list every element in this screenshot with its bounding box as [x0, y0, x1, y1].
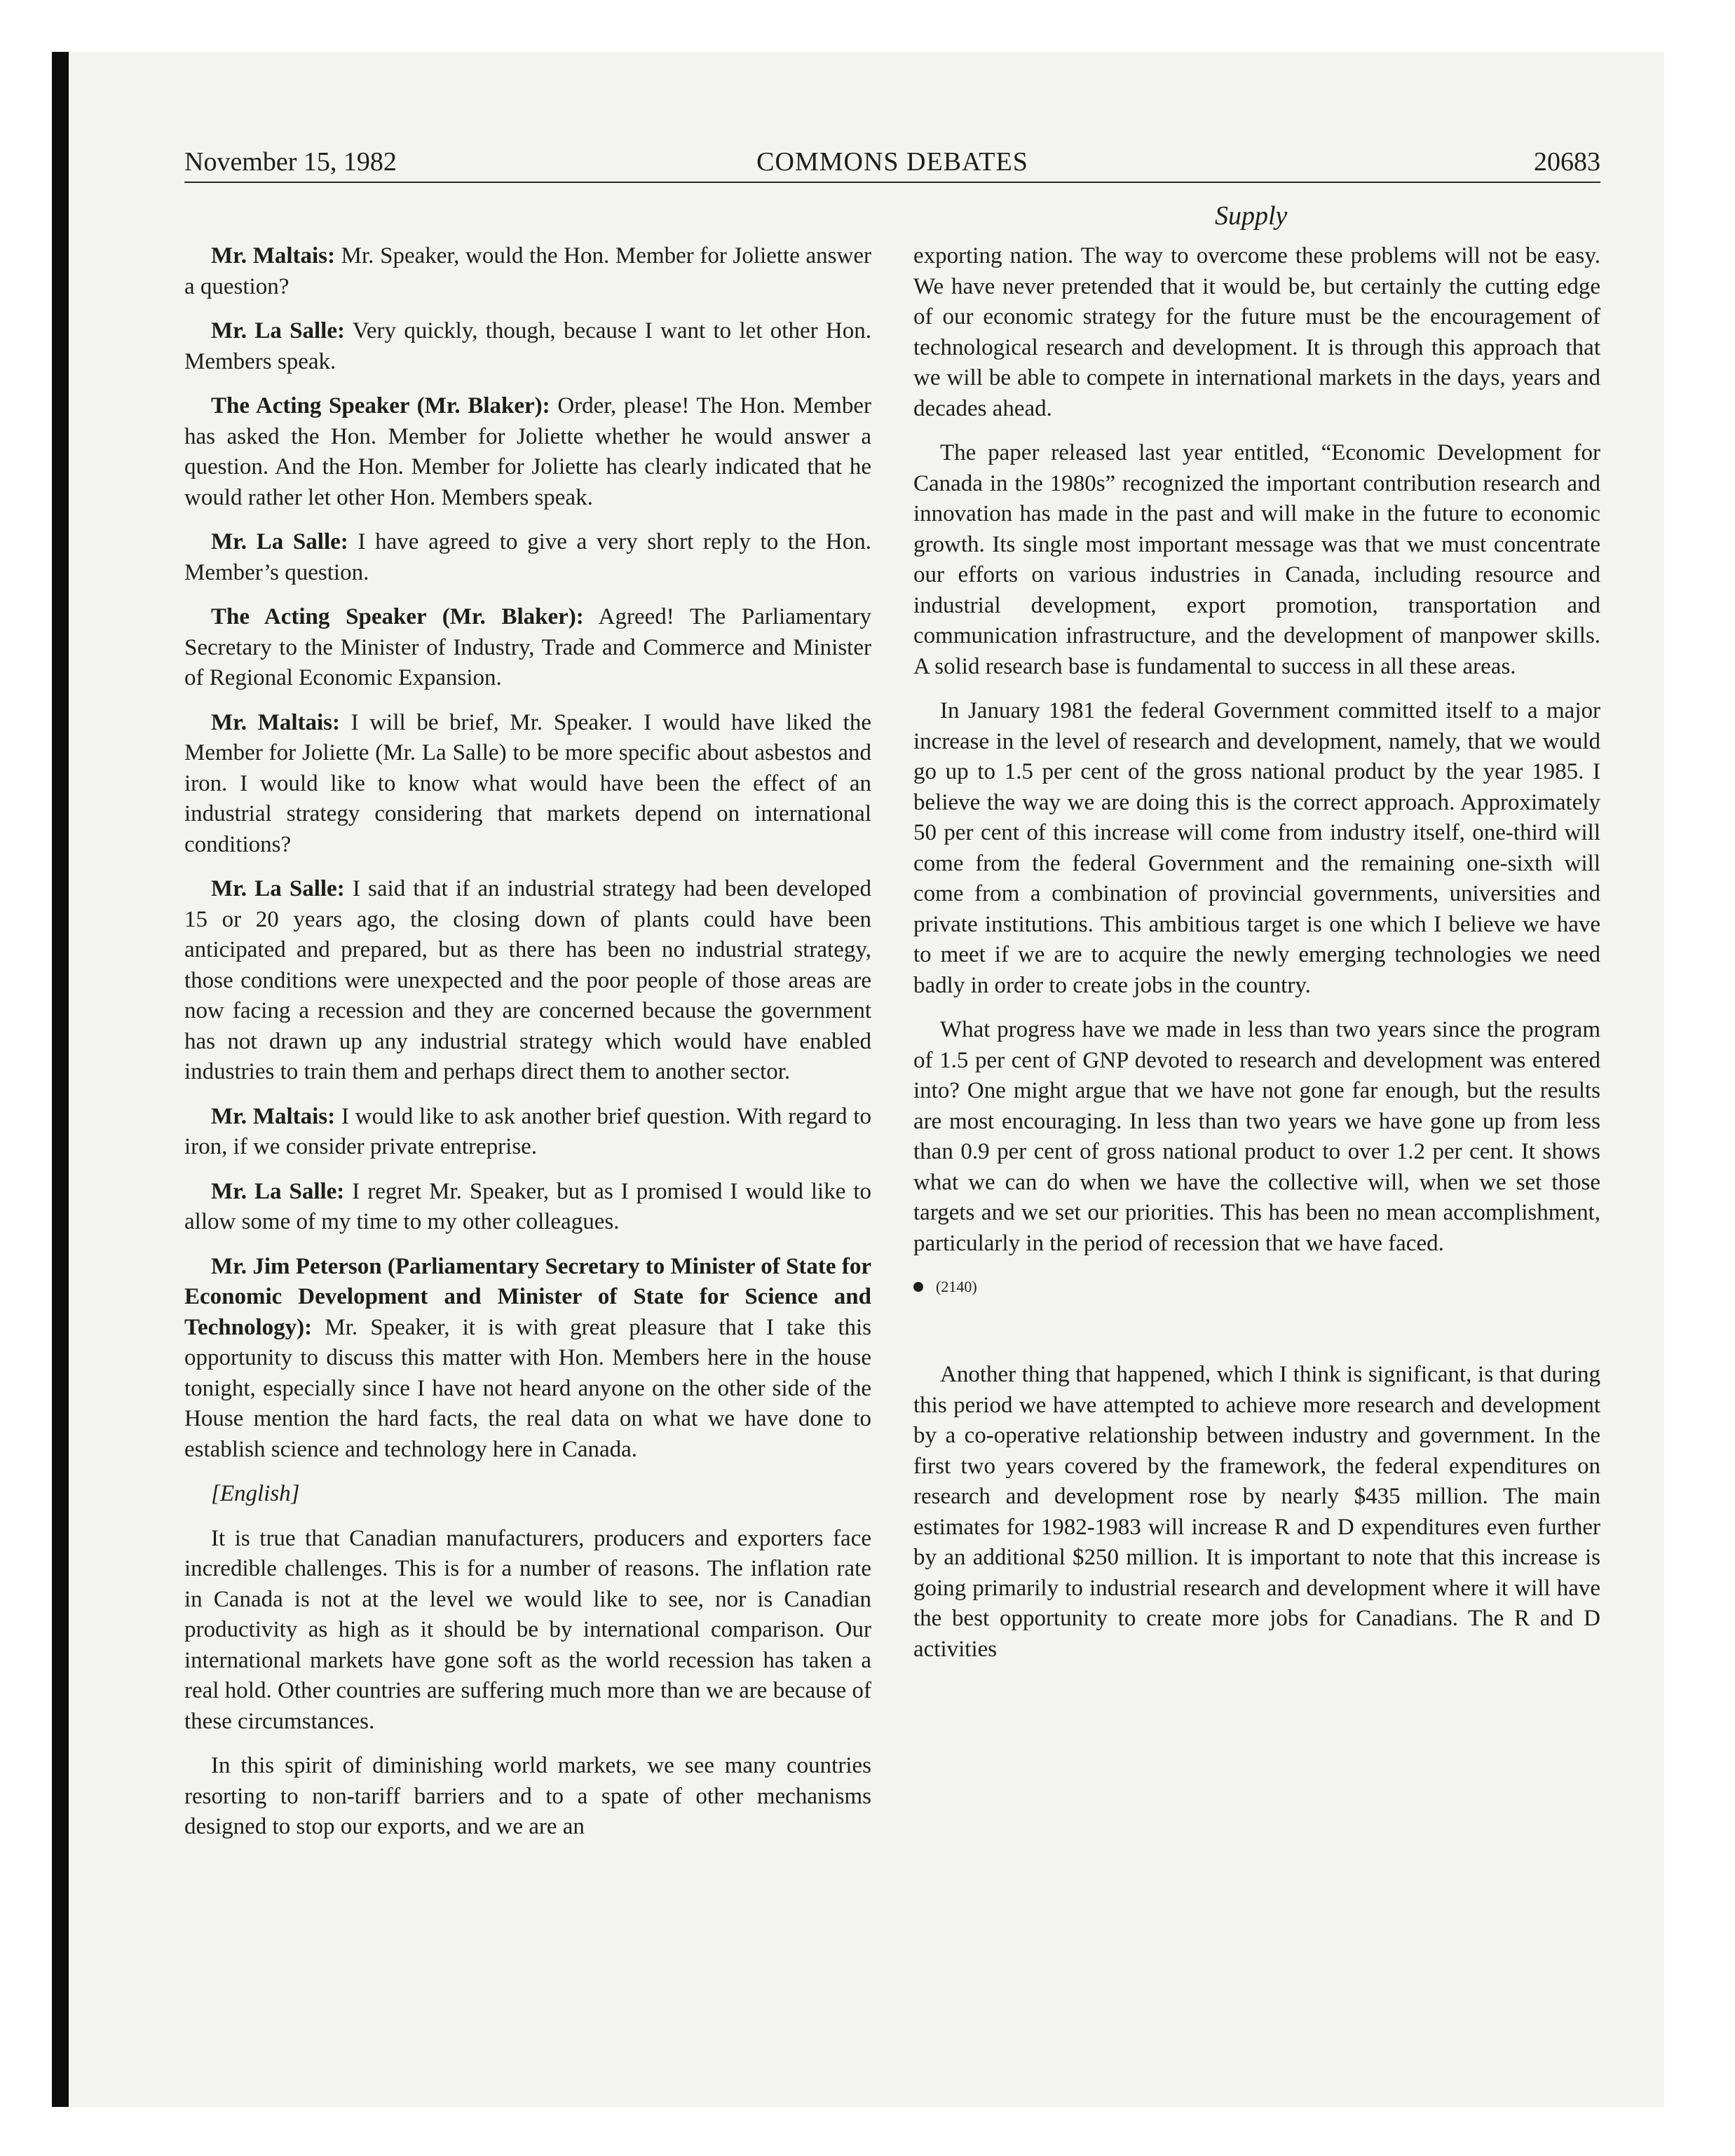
- speaker-name: Mr. Maltais:: [211, 1103, 336, 1129]
- section-title: Supply: [1215, 201, 1288, 231]
- left-column: [184, 241, 871, 1857]
- speaker-name: Mr. Maltais:: [211, 709, 340, 735]
- paragraph: [184, 602, 871, 694]
- header-date: November 15, 1982: [184, 147, 397, 177]
- speaker-name: The Acting Speaker (Mr. Blaker):: [211, 604, 584, 629]
- paragraph: It is true that Canadian manufacturers, producers and exporters face incredible challenges. This is for a number of reasons. The inflation rate in Canada is not at the level we would like to see, nor is Canadian productivity as high as it should be by international comparison. Our international markets have gone soft as the world recession has taken a real hold. Other countries are suffering much more than we are because of these circumstances.: [184, 1525, 871, 1734]
- speech-text: Order, please! The Hon. Member has asked the Hon. Member for Joliette whether he would answer a question. And the Hon. Member for Joliette has clearly indicated that he would rather let other Hon. Members speak.: [184, 393, 871, 510]
- speaker-name: Mr. La Salle:: [211, 529, 348, 554]
- speaker-name: Mr. Jim Peterson (Parliamentary Secretary to Minister of State for Economic Development and Minister of State for Science and Technology):: [184, 1253, 871, 1340]
- bullet-icon: [913, 1282, 923, 1292]
- speech-text: Very quickly, though, because I want to let other Hon. Members speak.: [184, 318, 872, 374]
- paragraph: [184, 1102, 871, 1163]
- speech-text: I would like to ask another brief question. With regard to iron, if we consider private entreprise.: [184, 1103, 871, 1159]
- speaker-name: Mr. La Salle:: [211, 876, 345, 901]
- timestamp: (2140): [936, 1278, 977, 1295]
- language-marker-paragraph: [184, 1479, 871, 1510]
- paragraph: Another thing that happened, which I think is significant, is that during this period we have attempted to achieve more research and development by a co-operative relationship between industry and government. In the first two years covered by the framework, the federal expenditures on research and development rose by nearly $435 million. The main estimates for 1982-1983 will increase R and D expenditures even further by an additional $250 million. It is important to note that this increase is going primarily to industrial research and development where it will have the best opportunity to create more jobs for Canadians. The R and D activities: [913, 1362, 1600, 1662]
- paragraph: The paper released last year entitled, “Economic Development for Canada in the 1980s” recognized the important contribution research and innovation has made in the past and will make in the future to economic growth. Its single most important message was that we must concentrate our efforts on various industries in Canada, including resource and industrial development, export promotion, transportation and communication infrastructure, and the development of manpower skills. A solid research base is fundamental to success in all these areas.: [913, 440, 1600, 679]
- paragraph: [184, 527, 871, 588]
- speaker-name: The Acting Speaker (Mr. Blaker):: [211, 393, 550, 418]
- speech-text: Agreed! The Parliamentary Secretary to the Minister of Industry, Trade and Commerce and Minister of Regional Economic Expansion.: [184, 604, 871, 690]
- speech-text: Mr. Speaker, it is with great pleasure that I take this opportunity to discuss this matter with Hon. Members here in the house tonight, especially since I have not heard anyone on the other side of the House mention the hard facts, the real data on what we have done to establish science and technology here in Canada.: [184, 1314, 871, 1462]
- speech-text: I will be brief, Mr. Speaker. I would have liked the Member for Joliette (Mr. La Salle) to be more specific about asbestos and iron. I would like to know what would have been the effect of an industrial strategy considering that markets depend on international conditions?: [184, 709, 871, 857]
- timestamp-marker: [913, 1273, 1600, 1301]
- binding-edge: [52, 52, 69, 2107]
- header-page-number: 20683: [1534, 147, 1600, 177]
- paragraph: [184, 874, 871, 1088]
- header-rule: [184, 182, 1600, 183]
- paragraph: [184, 241, 871, 302]
- paragraph: What progress have we made in less than two years since the program of 1.5 per cent of GNP devoted to research and development was entered into? One might argue that we have not gone far enough, but the results are most encouraging. In less than two years we have gone up from less than 0.9 per cent of gross national product to over 1.2 per cent. It shows what we can do when we have the collective will, when we set those targets and we set our priorities. This has been no mean accomplishment, particularly in the period of recession that we have faced.: [913, 1017, 1600, 1256]
- paragraph: [184, 316, 871, 377]
- paragraph: [184, 708, 871, 861]
- speech-text: I regret Mr. Speaker, but as I promised I would like to allow some of my time to my other colleagues.: [184, 1178, 871, 1234]
- paragraph: [184, 1177, 871, 1238]
- paragraph: In January 1981 the federal Government committed itself to a major increase in the level of research and development, namely, that we would go up to 1.5 per cent of the gross national product by the year 1985. I believe the way we are doing this is the correct approach. Approximately 50 per cent of this increase will come from industry itself, one-third will come from the federal Government and the remaining one-sixth will come from a combination of provincial governments, universities and private institutions. This ambitious target is one which I believe we have to meet if we are to acquire the newly emerging technologies we need badly in order to create jobs in the country.: [913, 698, 1600, 998]
- paragraph: In this spirit of diminishing world markets, we see many countries resorting to non-tariff barriers and to a spate of other mechanisms designed to stop our exports, and we are an: [184, 1753, 871, 1839]
- speaker-name: Mr. La Salle:: [211, 318, 345, 343]
- speaker-name: Mr. La Salle:: [211, 1178, 345, 1204]
- right-column: [913, 241, 1600, 1679]
- speech-text: I have agreed to give a very short reply to the Hon. Member’s question.: [184, 529, 871, 585]
- language-marker: [English]: [211, 1481, 300, 1506]
- speech-text: I said that if an industrial strategy had been developed 15 or 20 years ago, the closing down of plants could have been anticipated and prepared, but as there has been no industrial strategy, those conditions were unexpected and the poor people of those areas are now facing a recession and they are concerned because the government has not drawn up any industrial strategy which would have enabled industries to train them and perhaps direct them to another sector.: [184, 876, 871, 1084]
- paragraph: [184, 1252, 871, 1466]
- speaker-name: Mr. Maltais:: [211, 243, 335, 268]
- paragraph: exporting nation. The way to overcome these problems will not be easy. We have never pretended that it would be, but certainly the cutting edge of our economic strategy for the future must be the encouragement of technological research and development. It is through this approach that we will be able to compete in international markets in the days, years and decades ahead.: [913, 243, 1600, 421]
- paragraph: [184, 391, 871, 513]
- speech-text: Mr. Speaker, would the Hon. Member for Joliette answer a question?: [184, 243, 871, 299]
- page-header: [184, 144, 1600, 180]
- header-journal-title: COMMONS DEBATES: [756, 147, 1028, 177]
